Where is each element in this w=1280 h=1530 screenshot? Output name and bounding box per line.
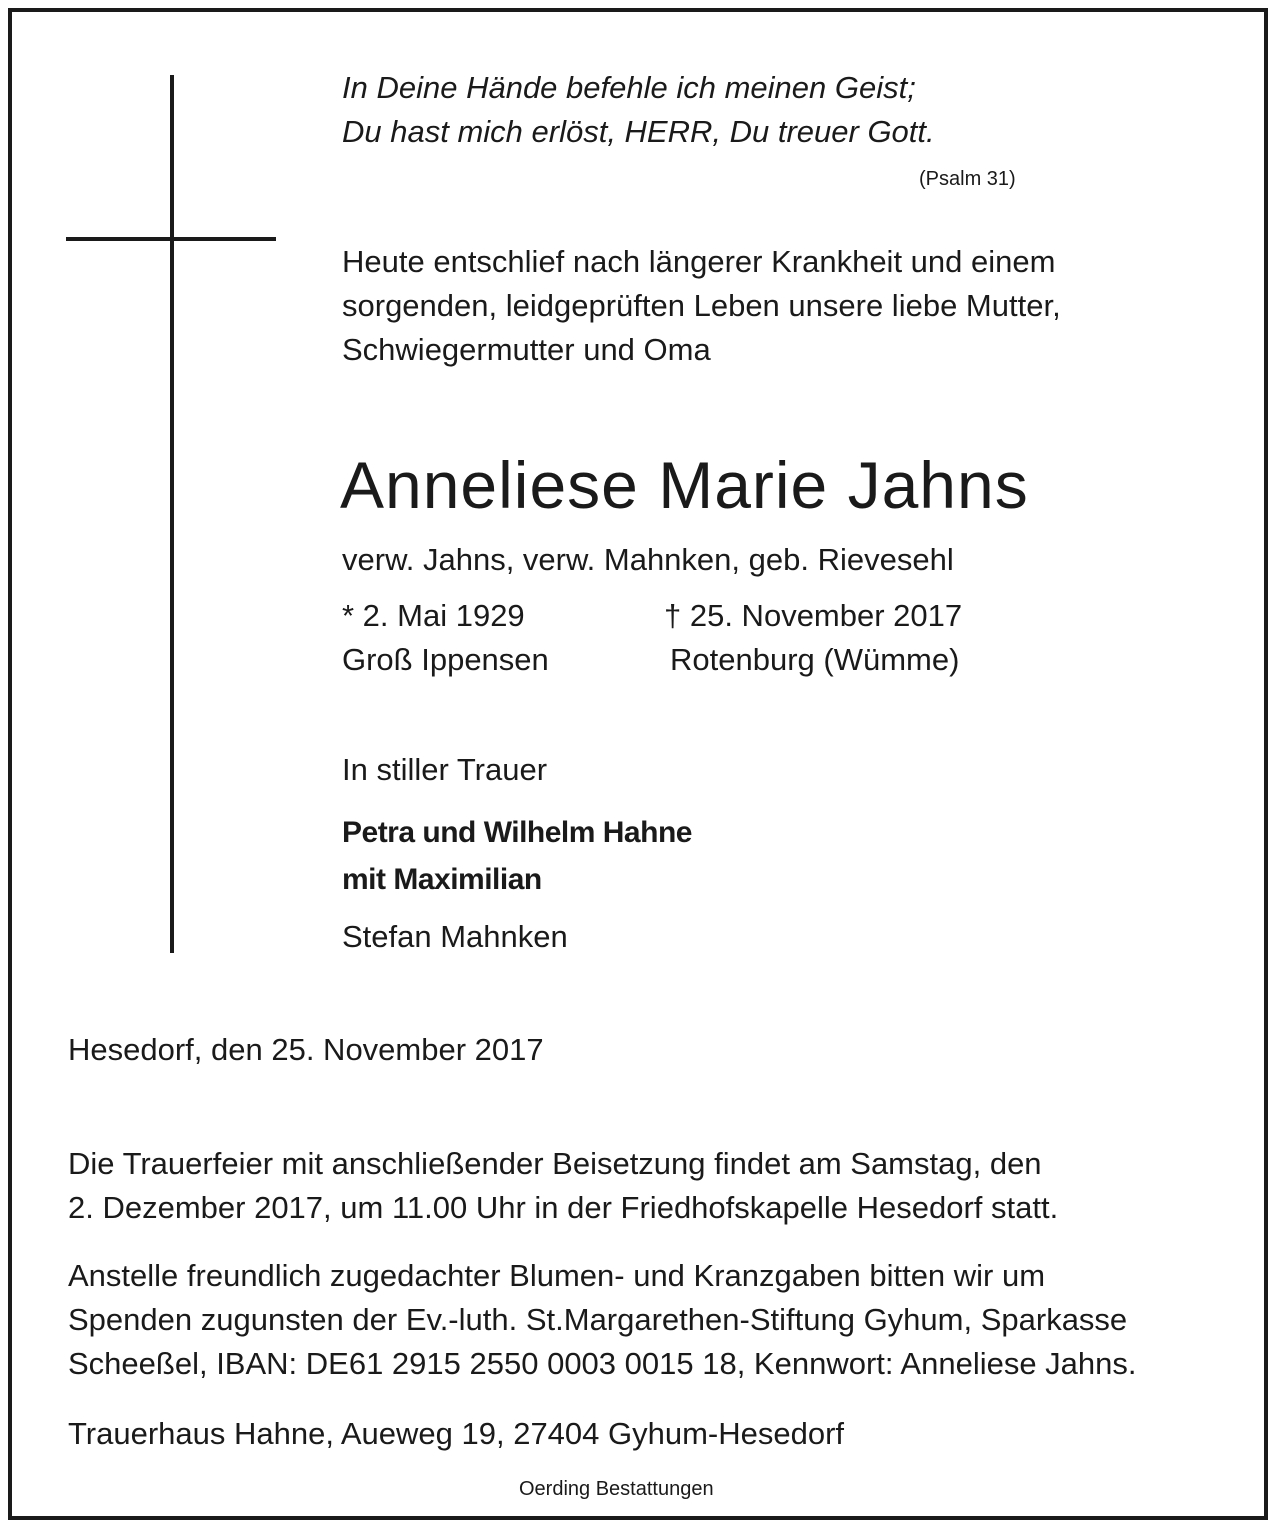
mourning-house-address: Trauerhaus Hahne, Aueweg 19, 27404 Gyhum-Hesedorf — [68, 1416, 845, 1451]
funeral-line-1: Die Trauerfeier mit anschließender Beisetzung findet am Samstag, den — [68, 1146, 1042, 1181]
deceased-names-note: verw. Jahns, verw. Mahnken, geb. Rievesehl — [342, 542, 954, 577]
donation-line-2: Spenden zugunsten der Ev.-luth. St.Margarethen-Stiftung Gyhum, Sparkasse — [68, 1302, 1128, 1337]
announcement-line-2: sorgenden, leidgeprüften Leben unsere liebe Mutter, — [342, 288, 1061, 323]
announcement-line-3: Schwiegermutter und Oma — [342, 332, 711, 367]
undertaker-name: Oerding Bestattungen — [519, 1478, 714, 1500]
verse-line-2: Du hast mich erlöst, HERR, Du treuer Gott. — [342, 114, 935, 149]
mourners-intro: In stiller Trauer — [342, 752, 548, 787]
verse-line-1: In Deine Hände befehle ich meinen Geist; — [342, 70, 916, 105]
mourners-line-1: Petra und Wilhelm Hahne — [342, 816, 692, 849]
funeral-line-2: 2. Dezember 2017, um 11.00 Uhr in der Friedhofskapelle Hesedorf statt. — [68, 1190, 1059, 1225]
death-date: † 25. November 2017 — [664, 598, 963, 633]
donation-line-3: Scheeßel, IBAN: DE61 2915 2550 0003 0015 18, Kennwort: Anneliese Jahns. — [68, 1346, 1137, 1381]
cross-horizontal-bar — [66, 237, 276, 241]
cross-vertical-bar — [170, 75, 174, 953]
donation-line-1: Anstelle freundlich zugedachter Blumen- und Kranzgaben bitten wir um — [68, 1258, 1046, 1293]
birth-place: Groß Ippensen — [342, 642, 549, 677]
verse-source: (Psalm 31) — [919, 168, 1016, 190]
birth-date: * 2. Mai 1929 — [342, 598, 525, 633]
death-place: Rotenburg (Wümme) — [670, 642, 960, 677]
mourners-line-2: mit Maximilian — [342, 863, 542, 896]
announcement-line-1: Heute entschlief nach längerer Krankheit und einem — [342, 244, 1056, 279]
mourners-line-3: Stefan Mahnken — [342, 919, 568, 954]
place-date: Hesedorf, den 25. November 2017 — [68, 1032, 544, 1067]
deceased-name: Anneliese Marie Jahns — [340, 448, 1029, 522]
